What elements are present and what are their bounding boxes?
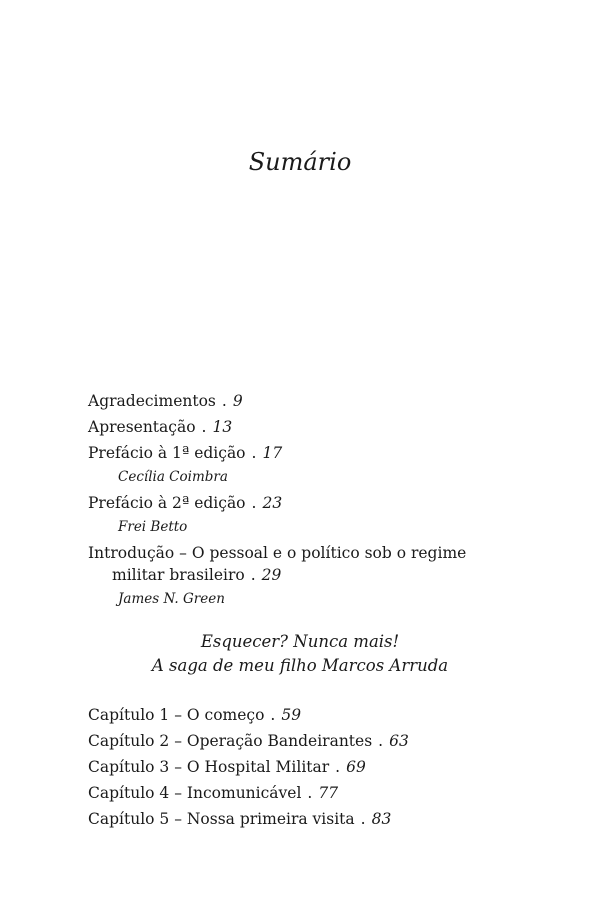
entry-page: 29 [261,566,282,584]
entry-separator: . [221,392,227,410]
entry-page: 9 [232,392,243,410]
toc-entry-chapter-3[interactable] [88,754,548,780]
toc-entry-chapter-1[interactable] [88,702,548,728]
entry-separator: . [251,444,257,462]
toc-entry-preface-1st[interactable] [88,440,548,466]
entry-page: 17 [262,444,283,462]
entry-separator: . [378,732,384,750]
entry-label: Apresentação [88,418,196,436]
entry-author: Frei Betto [118,519,188,535]
page-title: Sumário [248,148,352,176]
entry-label: Prefácio à 2ª edição [88,494,246,512]
entry-label: Capítulo 5 – Nossa primeira visita [88,810,355,828]
entry-page: 59 [281,706,302,724]
entry-label: Capítulo 1 – O começo [88,706,265,724]
section-heading-line1: Esquecer? Nunca mais! [200,632,400,651]
entry-label-continuation [88,564,548,586]
entry-label: Capítulo 2 – Operação Bandeirantes [88,732,373,750]
entry-separator: . [270,706,276,724]
entry-separator: . [201,418,207,436]
toc-entry-chapter-2[interactable] [88,728,548,754]
entry-page: 23 [262,494,283,512]
entry-label-line1: Introdução – O pessoal e o político sob o regime [88,544,467,562]
entry-page: 83 [371,810,392,828]
entry-separator: . [335,758,341,776]
chapters-list [88,702,548,832]
entry-author: James N. Green [118,591,225,607]
entry-page: 69 [346,758,366,776]
entry-separator: . [307,784,313,802]
entry-page: 77 [318,784,339,802]
section-heading-line2: A saga de meu filho Marcos Arruda [151,656,449,675]
entry-separator: . [360,810,366,828]
entry-label: Capítulo 3 – O Hospital Militar [88,758,330,776]
entry-separator: . [251,494,257,512]
entry-label-line2: militar brasileiro [112,566,245,584]
entry-page: 13 [212,418,233,436]
entry-label: Agradecimentos [88,392,216,410]
entry-author: Cecília Coimbra [118,469,228,485]
toc-entry-acknowledgements[interactable] [88,388,548,414]
toc-entry-presentation[interactable] [88,414,548,440]
section-heading [0,630,600,678]
entry-separator: . [250,566,256,584]
toc-entry-preface-2nd[interactable] [88,490,548,516]
entry-label: Prefácio à 1ª edição [88,444,246,462]
toc-entry-introduction[interactable] [88,540,548,588]
front-matter-list [88,388,548,612]
toc-entry-chapter-5[interactable] [88,806,548,832]
entry-page: 63 [389,732,409,750]
entry-label: Capítulo 4 – Incomunicável [88,784,302,802]
toc-entry-chapter-4[interactable] [88,780,548,806]
